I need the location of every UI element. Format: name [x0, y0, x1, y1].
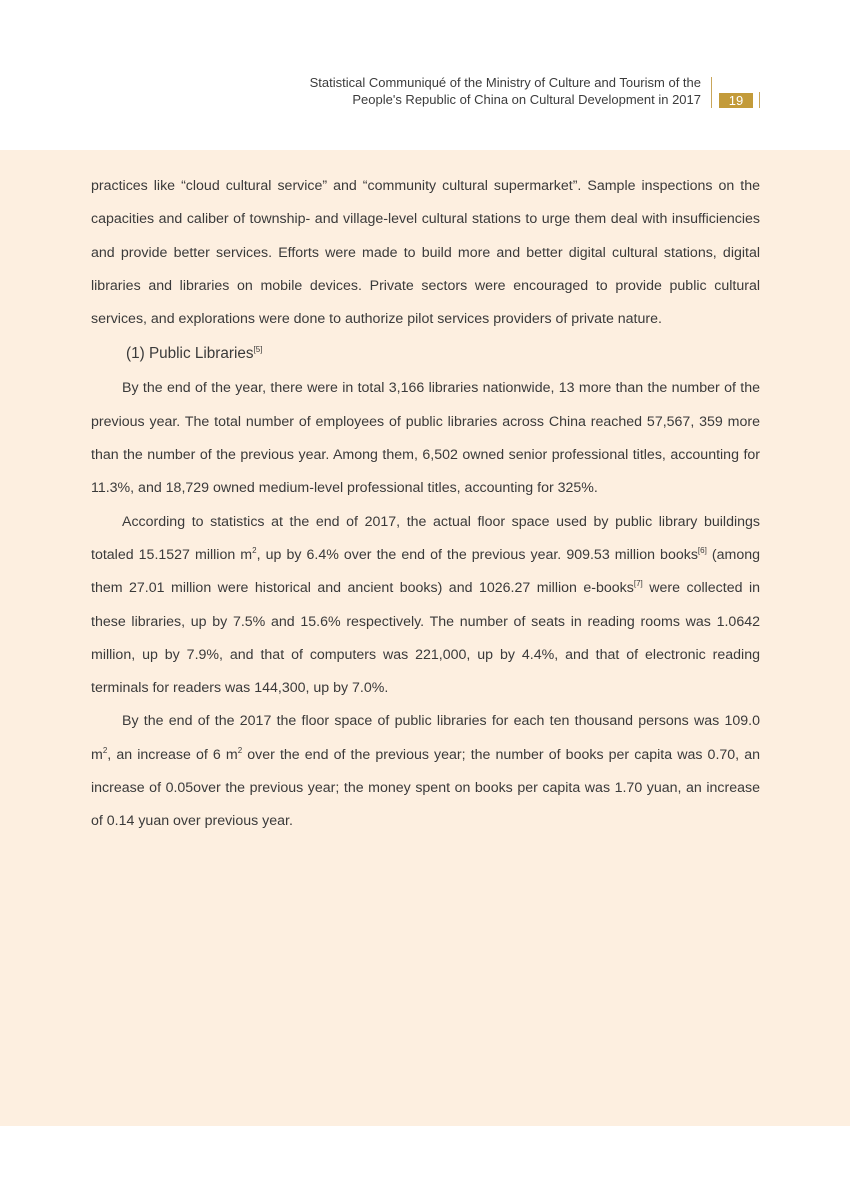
footnote-ref-5[interactable]: [5]: [253, 345, 263, 355]
page-body: [91, 170, 760, 839]
paragraph-employees: By the end of the year, there were in total 3,166 libraries nationwide, 13 more than the number of the previous year. The total number of employees of public libraries across China reached 57,567, 359 more than the number of the previous year. Among them, 6,502 owned senior professional titles, accounting for 11.3%, and 18,729 owned medium-level professional titles, accounting for 325%.: [91, 380, 760, 497]
intro-paragraph: practices like “cloud cultural service” and “community cultural supermarket”. Sample inspections on the capacities and caliber of township- and village-level cultural stations to urge them deal with insufficiencies and provide better services. Efforts were made to build more and better digital cultural stations, digital libraries and libraries on mobile devices. Private sectors were encouraged to provide public cultural services, and explorations were done to authorize pilot services providers of private nature.: [91, 178, 760, 328]
paragraph-floor-space: [91, 506, 760, 706]
superscript-2: 2: [252, 545, 257, 555]
para3-text-2: , an increase of 6 m: [107, 746, 238, 763]
header-title-line-1: Statistical Communiqué of the Ministry of Culture and Tourism of the: [309, 75, 701, 90]
para3-text-3: over the end of the previous year; the number of books per capita was 0.70, an increase of 0.05over the previous year; the money spent on books per capita was 1.70 yuan, an increase of 0.14 yuan over previous year.: [91, 746, 760, 830]
header-divider: [711, 77, 712, 108]
section-heading-text: (1) Public Libraries: [126, 345, 254, 363]
section-heading: [91, 336, 760, 372]
para2-text-3: (among them 27.01 million were historical and ancient books) and 1026.27 million e-books: [91, 546, 761, 597]
footnote-ref-6[interactable]: [6]: [697, 545, 707, 555]
page-number-badge: 19: [719, 93, 753, 108]
running-header: [310, 74, 701, 108]
footnote-ref-7[interactable]: [7]: [633, 579, 643, 589]
superscript-2: 2: [237, 745, 243, 755]
para2-text-1: According to statistics at the end of 2017, the actual floor space used by public library buildings totaled 15.1527 million m: [91, 513, 760, 563]
para2-text-4: were collected in these libraries, up by 7.5% and 15.6% respectively. The number of seats in reading rooms was 1.0642 million, up by 7.9%, and that of computers was 221,000, up by 4.4%, and that of electronic reading terminals for readers was 144,300, up by 7.0%.: [91, 580, 760, 697]
header-divider-right: [759, 92, 760, 108]
para2-text-2: , up by 6.4% over the end of the previous year. 909.53 million books: [256, 546, 698, 563]
superscript-2: 2: [102, 745, 108, 755]
paragraph-per-capita: [91, 705, 760, 838]
header-title-line-2: People's Republic of China on Cultural Development in 2017: [352, 92, 701, 107]
para3-text-1: By the end of the 2017 the floor space of public libraries for each ten thousand persons was 109.0 m: [91, 713, 760, 763]
